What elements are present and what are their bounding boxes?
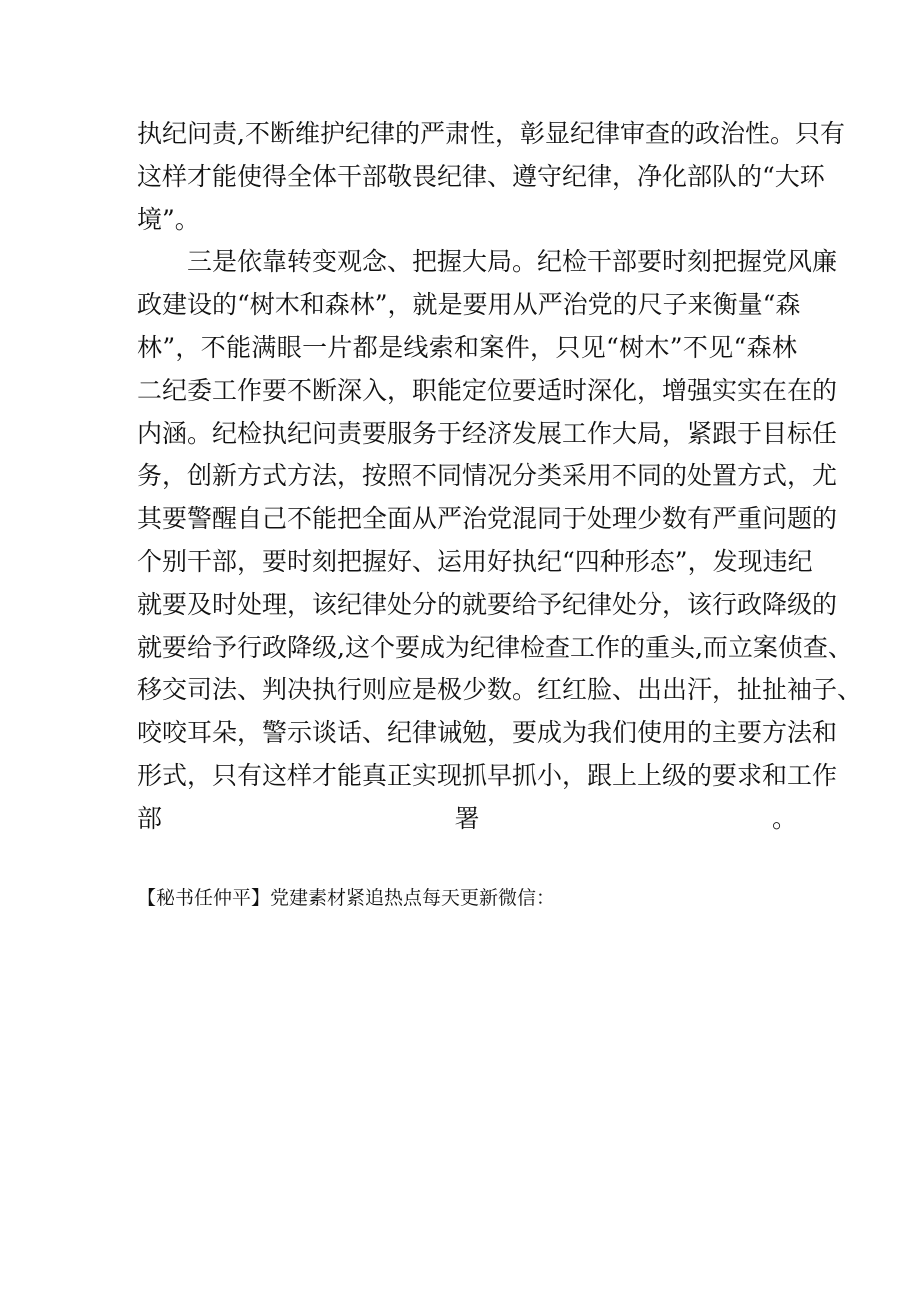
- text-line: 其要警醒自己不能把全面从严治党混同于处理少数有严重问题的: [137, 504, 838, 534]
- text-line: 就要给予行政降级,这个要成为纪律检查工作的重头,而立案侦查、: [137, 632, 853, 662]
- text-line: 务，创新方式方法，按照不同情况分类采用不同的处置方式，尤: [137, 461, 838, 491]
- text-line: [137, 841, 797, 884]
- text-line: 政建设的“树木和森林”，就是要用从严治党的尺子来衡量“森: [137, 290, 801, 320]
- text-line: 执纪问责,不断维护纪律的严肃性，彰显纪律审查的政治性。只有: [137, 119, 845, 148]
- text-line: 境”。: [137, 204, 200, 234]
- text-line: 就要及时处理，该纪律处分的就要给予纪律处分，该行政降级的: [137, 589, 838, 619]
- text-line: 这样才能使得全体干部敬畏纪律、遵守纪律，净化部队的“大环: [137, 161, 825, 191]
- text-line: 三是依靠转变观念、把握大局。纪检干部要时刻把握党风廉: [187, 247, 838, 277]
- text-line: 移交司法、判决执行则应是极少数。红红脸、出出汗，扯扯袖子、: [137, 675, 863, 705]
- text-line: 部署。: [137, 803, 797, 833]
- text-line: 林”，不能满眼一片都是线索和案件，只见“树木”不见“森林: [137, 332, 797, 362]
- paragraph-1: [137, 113, 845, 241]
- paragraph-2: [137, 241, 863, 883]
- text-line: 内涵。纪检执纪问责要服务于经济发展工作大局，紧跟于目标任: [137, 418, 838, 448]
- text-line: 咬咬耳朵，警示谈话、纪律诫勉，要成为我们使用的主要方法和: [137, 718, 838, 748]
- document-body: [137, 113, 863, 913]
- text-line: 二纪委工作要不断深入，职能定位要适时深化，增强实实在在的: [137, 375, 838, 405]
- footer-note: 【秘书任仲平】党建素材紧追热点每天更新微信：: [137, 887, 556, 910]
- text-line: 形式，只有这样才能真正实现抓早抓小，跟上上级的要求和工作: [137, 760, 838, 790]
- text-line: 个别干部，要时刻把握好、运用好执纪“四种形态”，发现违纪: [137, 546, 813, 576]
